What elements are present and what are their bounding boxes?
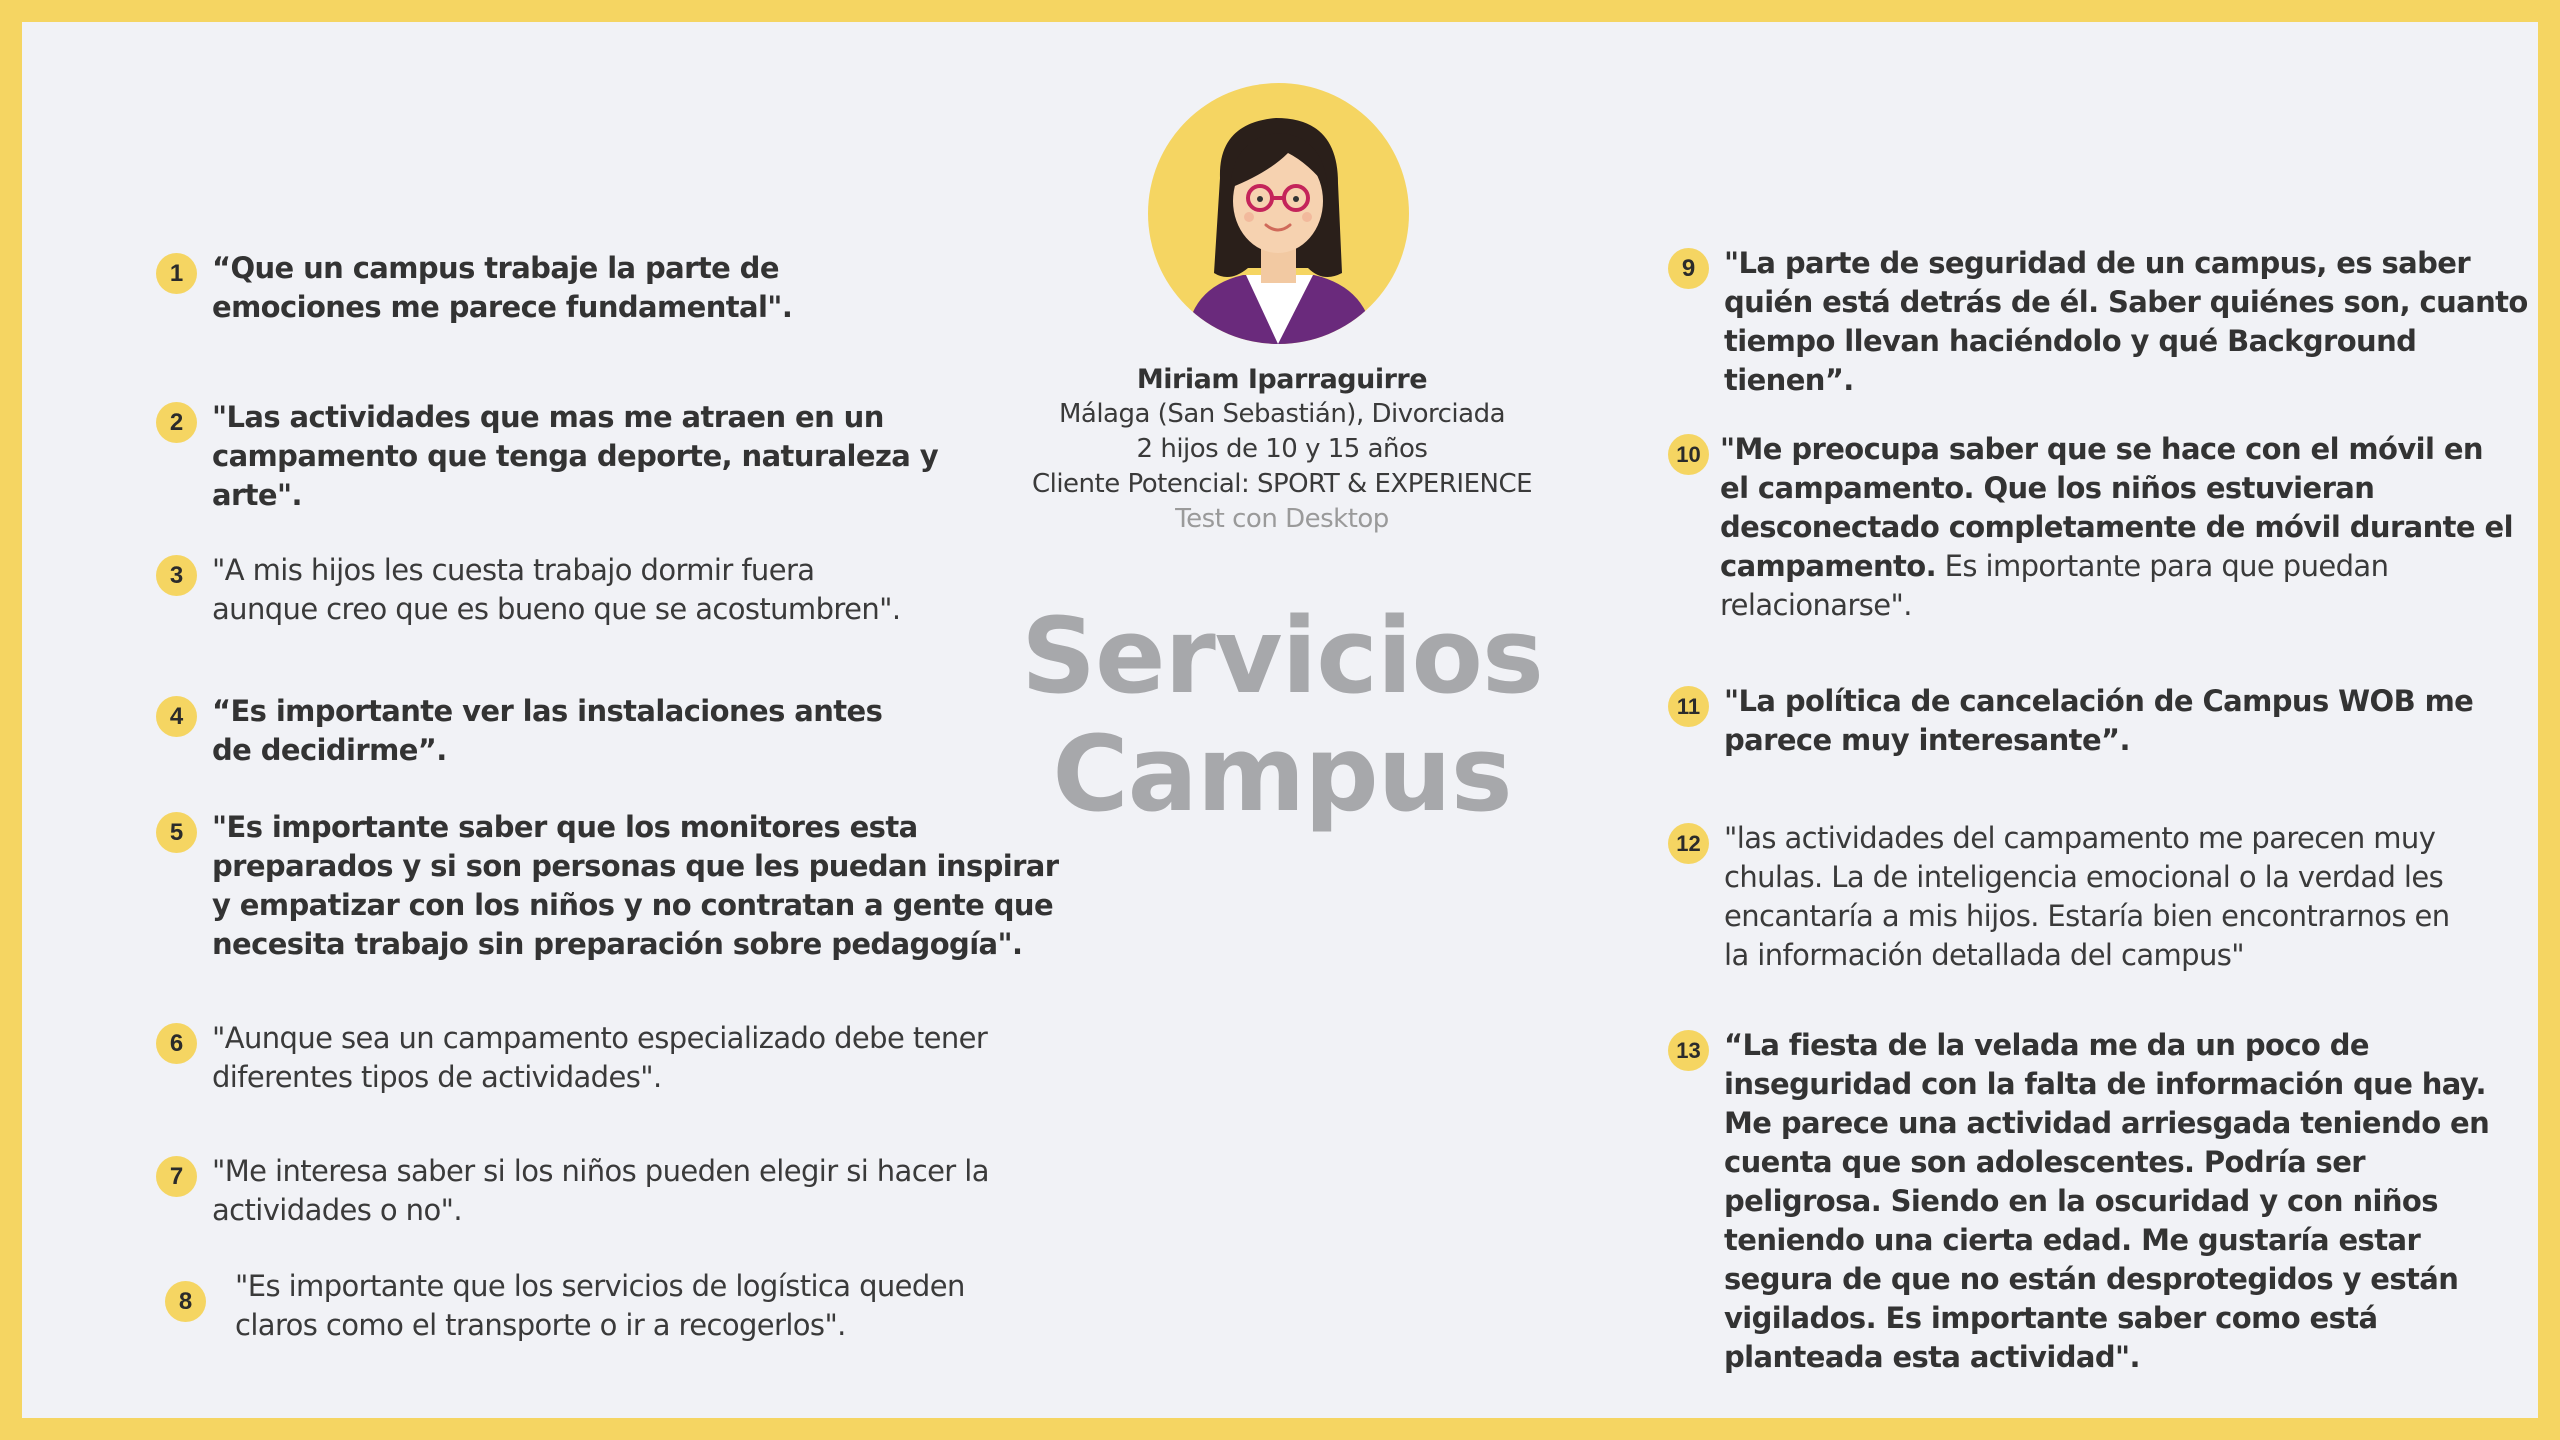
quote-text: "Las actividades que mas me atraen en un campamento que tenga deporte, naturaleza y arte". xyxy=(212,400,938,512)
quote-8 xyxy=(165,1267,965,1345)
quote-7 xyxy=(156,1152,989,1230)
quote-number-badge: 13 xyxy=(1668,1030,1709,1071)
profile-test: Test con Desktop xyxy=(1175,504,1389,534)
quote-text: "Me preocupa saber que se hace con el móvil en el campamento. Que los niños estuvieran desconectado completamente de móvil durante el campamento. Es importante para que puedan relacionarse". xyxy=(1720,432,2513,622)
woman-avatar-icon xyxy=(1148,83,1409,344)
quote-text: "Es importante que los servicios de logística queden claros como el transporte o ir a recogerlos". xyxy=(235,1269,965,1342)
quote-2 xyxy=(156,398,938,515)
quote-text: "A mis hijos les cuesta trabajo dormir fuera aunque creo que es bueno que se acostumbren". xyxy=(212,553,901,626)
profile-children: 2 hijos de 10 y 15 años xyxy=(1136,434,1428,464)
quote-number-badge: 10 xyxy=(1668,434,1709,475)
quote-3 xyxy=(156,551,900,629)
quote-13 xyxy=(1668,1026,2489,1377)
quote-number-badge: 1 xyxy=(156,253,197,294)
quote-text: "Aunque sea un campamento especializado debe tener diferentes tipos de actividades". xyxy=(212,1021,988,1094)
slide-canvas xyxy=(22,22,2538,1418)
page-title-line-1: Servicios xyxy=(1021,595,1543,717)
quote-text: "Me interesa saber si los niños pueden elegir si hacer la actividades o no". xyxy=(212,1154,989,1227)
quote-text: "La parte de seguridad de un campus, es saber quién está detrás de él. Saber quiénes son, cuanto tiempo llevan haciéndolo y qué Background tienen”. xyxy=(1724,246,2528,397)
quote-number-badge: 12 xyxy=(1668,823,1709,864)
quote-number-badge: 7 xyxy=(156,1156,197,1197)
quote-number-badge: 2 xyxy=(156,402,197,443)
quote-number-badge: 3 xyxy=(156,555,197,596)
quote-text: "Es importante saber que los monitores esta preparados y si son personas que les puedan inspirar y empatizar con los niños y no contratan a gente que necesita trabajo sin preparación sobre pedagogía". xyxy=(212,810,1059,961)
profile-info xyxy=(982,362,1582,537)
quote-text: “Que un campus trabaje la parte de emociones me parece fundamental". xyxy=(212,251,793,324)
quote-number-badge: 4 xyxy=(156,696,197,737)
quote-9 xyxy=(1668,244,2528,400)
quote-number-badge: 8 xyxy=(165,1281,206,1322)
quote-10 xyxy=(1668,430,2513,625)
quote-text: “Es importante ver las instalaciones antes de decidirme”. xyxy=(212,694,883,767)
quote-text: "las actividades del campamento me parecen muy chulas. La de inteligencia emocional o la verdad les encantaría a mis hijos. Estaría bien encontrarnos en la información detallada del campus" xyxy=(1724,821,2450,972)
quote-number-badge: 9 xyxy=(1668,248,1709,289)
quote-text: "La política de cancelación de Campus WOB me parece muy interesante”. xyxy=(1724,684,2474,757)
page-title xyxy=(982,597,1582,833)
quote-12 xyxy=(1668,819,2450,975)
quote-number-badge: 5 xyxy=(156,812,197,853)
quote-text: “La fiesta de la velada me da un poco de inseguridad con la falta de información que hay. Me parece una actividad arriesgada teniendo en cuenta que son adolescentes. Podría ser peligrosa. Siendo en la oscuridad y con niños teniendo una cierta edad. Me gustaría estar segura de que no están desprotegidos y están vigilados. Es importante saber como está planteada esta actividad". xyxy=(1724,1028,2490,1374)
quote-6 xyxy=(156,1019,987,1097)
page-title-line-2: Campus xyxy=(1052,713,1512,835)
quote-1 xyxy=(156,249,792,327)
profile-location: Málaga (San Sebastián), Divorciada xyxy=(1058,399,1506,429)
profile-name: Miriam Iparraguirre xyxy=(1136,364,1428,395)
quote-number-badge: 6 xyxy=(156,1023,197,1064)
quote-4 xyxy=(156,692,882,770)
quote-5 xyxy=(156,808,1058,964)
profile-client: Cliente Potencial: SPORT & EXPERIENCE xyxy=(1031,469,1533,499)
quote-number-badge: 11 xyxy=(1668,686,1709,727)
quote-11 xyxy=(1668,682,2473,760)
